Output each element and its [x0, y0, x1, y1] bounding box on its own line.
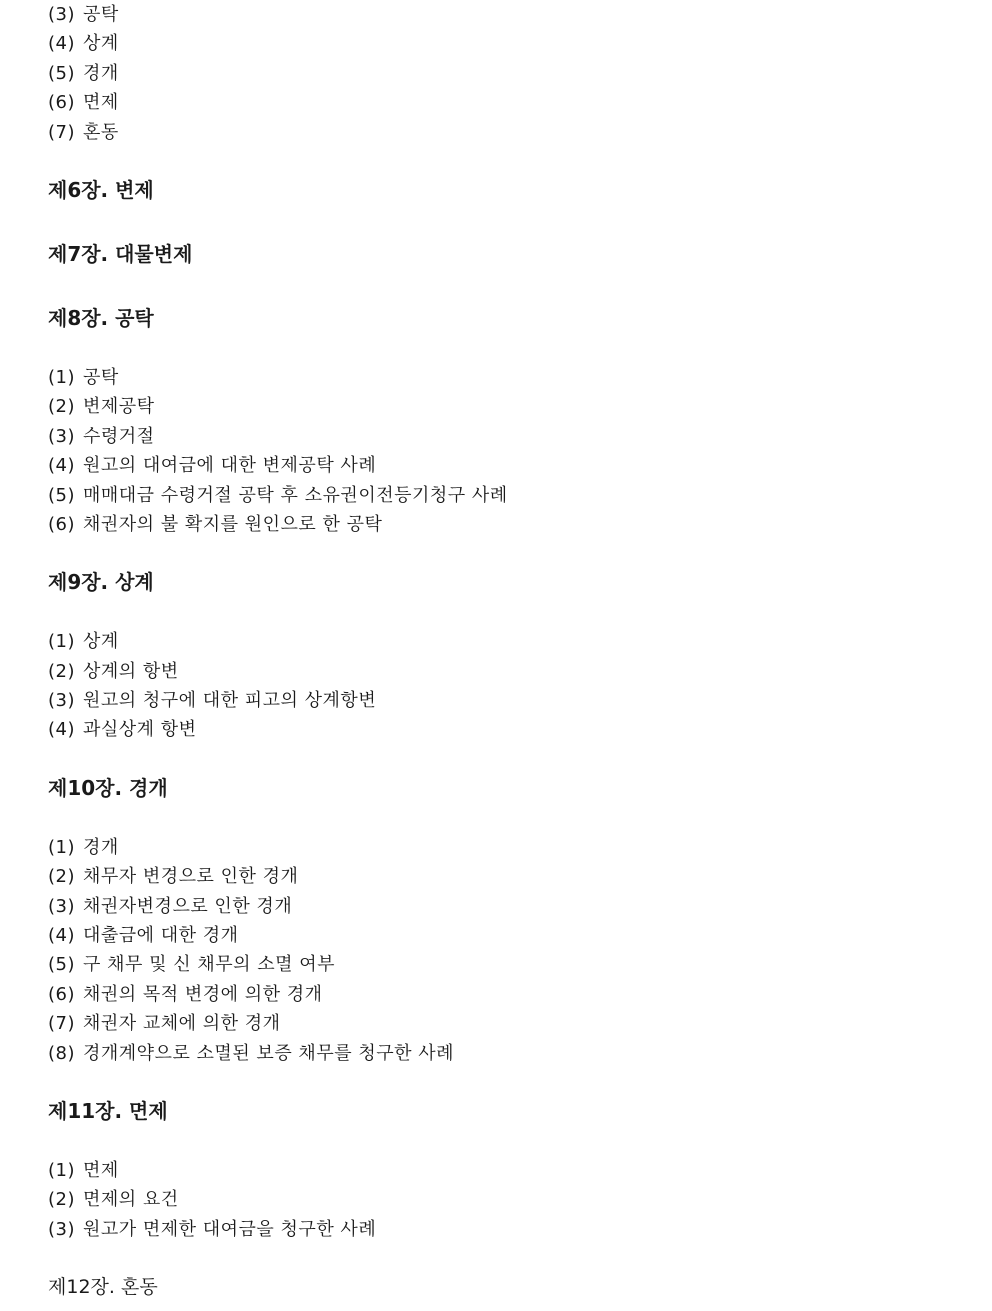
- list-item: (3) 공탁: [48, 4, 119, 25]
- list-item: (2) 변제공탁: [48, 396, 155, 418]
- list-item: (8) 경개계약으로 소멸된 보증 채무를 청구한 사례: [48, 1042, 454, 1064]
- list-item: (2) 채무자 변경으로 인한 경개: [48, 866, 299, 888]
- list-item: (5) 경개: [48, 62, 119, 84]
- list-item: (5) 매매대금 수령거절 공탁 후 소유권이전등기청구 사례: [48, 484, 508, 506]
- list-item: (2) 상계의 항변: [48, 660, 179, 682]
- chapter-heading: 제6장. 변제: [48, 177, 154, 202]
- list-item: (6) 채권의 목적 변경에 의한 경개: [48, 983, 323, 1005]
- list-item: (3) 원고의 청구에 대한 피고의 상계항변: [48, 690, 377, 712]
- list-item: (7) 혼동: [48, 121, 119, 143]
- list-item: (1) 면제: [48, 1159, 119, 1181]
- chapter-heading: 제11장. 면제: [48, 1098, 168, 1123]
- list-item: (1) 경개: [48, 836, 119, 858]
- chapter-heading: 제8장. 공탁: [48, 305, 154, 330]
- list-item: (1) 공탁: [48, 366, 119, 388]
- list-item: (5) 구 채무 및 신 채무의 소멸 여부: [48, 954, 335, 976]
- list-item: (3) 채권자변경으로 인한 경개: [48, 895, 293, 917]
- list-item: (1) 상계: [48, 631, 119, 653]
- list-item: (4) 상계: [48, 33, 119, 55]
- chapter-heading: 제9장. 상계: [48, 570, 154, 595]
- list-item: (7) 채권자 교체에 의한 경개: [48, 1013, 281, 1035]
- list-item: (6) 면제: [48, 92, 119, 114]
- list-item: (3) 수령거절: [48, 425, 155, 447]
- list-item: (4) 원고의 대여금에 대한 변제공탁 사례: [48, 455, 377, 477]
- list-item: (3) 원고가 면제한 대여금을 청구한 사례: [48, 1218, 377, 1240]
- list-item: (4) 과실상계 항변: [48, 719, 197, 741]
- chapter-heading: 제7장. 대물변제: [48, 241, 193, 266]
- document-body: [48, 0, 948, 1302]
- list-item: (6) 채권자의 불 확지를 원인으로 한 공탁: [48, 513, 383, 535]
- chapter-heading: 제12장. 혼동: [48, 1276, 158, 1299]
- list-item: (4) 대출금에 대한 경개: [48, 925, 239, 947]
- chapter-heading: 제10장. 경개: [48, 775, 168, 800]
- list-item: (2) 면제의 요건: [48, 1189, 179, 1211]
